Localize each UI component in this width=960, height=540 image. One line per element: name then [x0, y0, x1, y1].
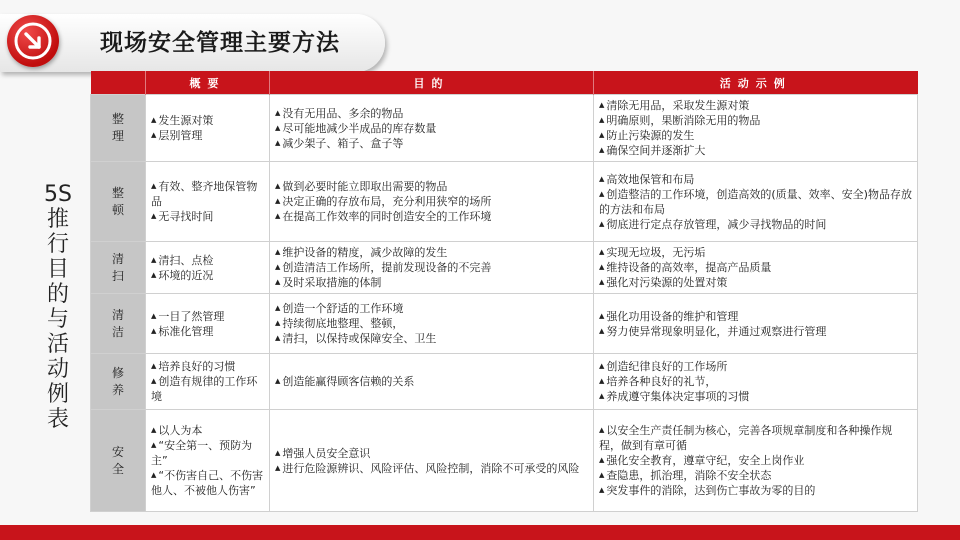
bullet-triangle-icon: ▲ [599, 219, 605, 228]
cell-text: 培养良好的习惯 [158, 360, 236, 373]
column-header-examples: 活动示例 [594, 71, 918, 95]
cell-line [151, 423, 264, 438]
cell-line [275, 446, 588, 461]
bullet-triangle-icon: ▲ [275, 197, 281, 205]
cell-line [151, 179, 264, 209]
category-char: 洁 [111, 324, 124, 339]
summary-cell [146, 294, 270, 354]
cell-text: 以人为本 [158, 424, 203, 437]
cell-text: 创造一个舒适的工作环境 [282, 302, 404, 315]
bullet-triangle-icon: ▲ [151, 441, 157, 449]
row-category-label [91, 242, 146, 294]
bullet-triangle-icon: ▲ [599, 131, 605, 139]
cell-line [275, 106, 588, 121]
examples-cell [594, 95, 918, 162]
row-category-label [91, 95, 146, 162]
cell-text: 彻底进行定点存放管理，减少寻找物品的时间 [606, 217, 827, 231]
cell-text: “安全第一、预防为主” [151, 439, 253, 467]
table-row [91, 95, 918, 162]
cell-text: 创造整洁的工作环境，创造高效的(质量、效率、安全)物品存放的方法和布局 [599, 187, 912, 216]
cell-line [275, 260, 588, 275]
bullet-triangle-icon: ▲ [599, 456, 605, 464]
cell-line [599, 217, 912, 232]
cell-text: 没有无用品、多余的物品 [282, 106, 404, 120]
side-label-char: 行 [46, 232, 69, 257]
cell-text: 创造纪律良好的工作场所 [606, 360, 728, 373]
cell-line [599, 453, 912, 468]
table-body [91, 95, 918, 512]
page-title: 现场安全管理主要方法 [100, 30, 340, 56]
category-char: 修 [111, 365, 124, 380]
bullet-triangle-icon: ▲ [275, 319, 281, 327]
cell-line [599, 483, 912, 498]
cell-line [599, 359, 912, 374]
table-row [91, 162, 918, 242]
side-label-char: 推 [46, 207, 69, 232]
column-header-summary: 概要 [146, 71, 270, 95]
table-row [91, 410, 918, 512]
cell-text: 尽可能地减少半成品的库存数量 [282, 121, 437, 135]
bullet-triangle-icon: ▲ [599, 101, 605, 109]
cell-text: 持续彻底地整理、整顿， [282, 317, 404, 330]
summary-cell [146, 95, 270, 162]
bullet-triangle-icon: ▲ [275, 108, 281, 117]
examples-cell [594, 162, 918, 242]
bullet-triangle-icon: ▲ [151, 426, 157, 434]
bullet-triangle-icon: ▲ [275, 182, 281, 190]
bullet-triangle-icon: ▲ [151, 131, 157, 139]
bullet-triangle-icon: ▲ [275, 263, 281, 271]
cell-line [599, 275, 912, 290]
cell-line [151, 128, 264, 143]
cell-line [151, 468, 264, 498]
cell-line [599, 260, 912, 275]
bullet-triangle-icon: ▲ [275, 463, 281, 472]
bullet-triangle-icon: ▲ [275, 304, 281, 312]
cell-line [151, 374, 264, 404]
bullet-triangle-icon: ▲ [275, 123, 281, 132]
purpose-cell [270, 95, 594, 162]
category-char: 清 [111, 307, 124, 322]
cell-line [275, 316, 588, 331]
cell-line [151, 268, 264, 283]
bullet-triangle-icon: ▲ [599, 377, 605, 385]
cell-line [151, 438, 264, 468]
bullet-triangle-icon: ▲ [599, 248, 605, 256]
side-label-char: 与 [46, 307, 69, 332]
cell-text: 发生源对策 [158, 114, 214, 127]
bullet-triangle-icon: ▲ [599, 189, 605, 198]
cell-line [599, 98, 912, 113]
row-category-label [91, 410, 146, 512]
cell-text: 标准化管理 [158, 324, 214, 338]
cell-text: 努力使异常现象明显化，并通过观察进行管理 [606, 324, 827, 338]
cell-text: 无寻找时间 [158, 210, 214, 223]
cell-line [275, 209, 588, 224]
category-char: 顿 [111, 202, 124, 217]
bullet-triangle-icon: ▲ [275, 248, 281, 256]
cell-text: 强化安全教育，遵章守纪，安全上岗作业 [606, 454, 805, 467]
cell-line [275, 121, 588, 136]
side-label [43, 182, 73, 432]
bullet-triangle-icon: ▲ [151, 212, 157, 220]
bullet-triangle-icon: ▲ [599, 174, 605, 183]
bullet-triangle-icon: ▲ [599, 362, 605, 370]
side-label-char: 目 [46, 257, 69, 282]
cell-line [599, 245, 912, 260]
bullet-triangle-icon: ▲ [599, 426, 605, 434]
bullet-triangle-icon: ▲ [599, 471, 605, 479]
cell-text: 确保空间并逐渐扩大 [606, 144, 706, 157]
cell-text: 养成遵守集体决定事项的习惯 [606, 390, 750, 403]
5s-table [90, 71, 918, 512]
cell-line [151, 253, 264, 268]
cell-text: 减少架子、箱子、盒子等 [282, 136, 404, 150]
cell-line [275, 179, 588, 194]
summary-cell [146, 242, 270, 294]
bullet-triangle-icon: ▲ [599, 116, 605, 124]
bullet-triangle-icon: ▲ [599, 263, 605, 271]
category-char: 清 [111, 251, 124, 266]
bullet-triangle-icon: ▲ [599, 311, 605, 320]
bullet-triangle-icon: ▲ [599, 326, 605, 335]
bullet-triangle-icon: ▲ [275, 377, 281, 385]
cell-text: 维护设备的精度，减少故障的发生 [282, 246, 448, 259]
side-label-char: 5S [44, 182, 72, 207]
examples-cell [594, 294, 918, 354]
cell-text: 维持设备的高效率，提高产品质量 [606, 261, 772, 274]
category-char: 理 [111, 129, 124, 143]
side-label-char: 动 [46, 357, 69, 382]
cell-line [599, 309, 912, 324]
side-label-char: 的 [46, 282, 69, 307]
cell-line [275, 301, 588, 316]
category-char: 全 [111, 461, 124, 476]
examples-cell [594, 242, 918, 294]
cell-line [599, 389, 912, 404]
cell-text: 环境的近况 [158, 268, 214, 282]
bullet-triangle-icon: ▲ [599, 146, 605, 154]
cell-line [151, 324, 264, 339]
bullet-triangle-icon: ▲ [275, 212, 281, 220]
cell-line [151, 209, 264, 224]
cell-text: 实现无垃圾，无污垢 [606, 246, 706, 259]
table-header-row [91, 71, 918, 95]
bullet-triangle-icon: ▲ [151, 270, 157, 279]
cell-line [599, 143, 912, 158]
side-label-char: 例 [46, 382, 69, 407]
table-row [91, 242, 918, 294]
cell-line [275, 374, 588, 389]
bullet-triangle-icon: ▲ [151, 326, 157, 335]
cell-line [599, 113, 912, 128]
category-char: 安 [111, 444, 124, 459]
category-char: 扫 [111, 268, 124, 283]
cell-text: 培养各种良好的礼节， [606, 375, 717, 388]
row-category-label [91, 162, 146, 242]
logo-badge [7, 15, 59, 67]
cell-text: 增强人员安全意识 [282, 446, 371, 460]
cell-line [599, 128, 912, 143]
table-row [91, 294, 918, 354]
table-row [91, 354, 918, 410]
cell-line [275, 331, 588, 346]
cell-line [275, 194, 588, 209]
cell-line [599, 423, 912, 453]
side-label-char: 活 [46, 332, 69, 357]
category-char: 整 [111, 112, 124, 126]
purpose-cell [270, 162, 594, 242]
bullet-triangle-icon: ▲ [599, 278, 605, 286]
cell-text: 做到必要时能立即取出需要的物品 [282, 180, 448, 193]
bullet-triangle-icon: ▲ [151, 255, 157, 264]
cell-line [151, 113, 264, 128]
bullet-triangle-icon: ▲ [275, 278, 281, 286]
bullet-triangle-icon: ▲ [275, 334, 281, 342]
cell-text: 清扫，以保持或保障安全、卫生 [282, 332, 437, 345]
bullet-triangle-icon: ▲ [599, 392, 605, 400]
cell-text: 创造能赢得顾客信赖的关系 [282, 375, 415, 388]
bullet-triangle-icon: ▲ [275, 138, 281, 147]
cell-text: “不伤害自己、不伤害他人、不被他人伤害” [151, 469, 264, 497]
cell-text: 层别管理 [158, 129, 203, 142]
bottom-accent-bar [0, 525, 960, 540]
cell-text: 查隐患，抓治理，消除不安全状态 [606, 469, 772, 482]
category-char: 整 [111, 185, 124, 200]
summary-cell [146, 354, 270, 410]
cell-text: 进行危险源辨识、风险评估、风险控制，消除不可承受的风险 [282, 461, 580, 475]
cell-line [599, 187, 912, 217]
cell-text: 创造清洁工作场所，提前发现设备的不完善 [282, 261, 492, 274]
cell-text: 一目了然管理 [158, 309, 225, 323]
row-category-label [91, 354, 146, 410]
bullet-triangle-icon: ▲ [151, 362, 157, 370]
cell-line [275, 275, 588, 290]
summary-cell [146, 410, 270, 512]
cell-line [599, 374, 912, 389]
cell-text: 强化功用设备的维护和管理 [606, 309, 739, 323]
cell-line [275, 461, 588, 476]
cell-text: 明确原则，果断消除无用的物品 [606, 114, 761, 127]
purpose-cell [270, 294, 594, 354]
cell-text: 以安全生产责任制为核心，完善各项规章制度和各种操作规程，做到有章可循 [599, 424, 893, 452]
cell-line [151, 309, 264, 324]
side-label-char: 表 [46, 407, 69, 432]
cell-line [275, 245, 588, 260]
cell-line [599, 468, 912, 483]
summary-cell [146, 162, 270, 242]
purpose-cell [270, 410, 594, 512]
cell-text: 在提高工作效率的同时创造安全的工作环境 [282, 210, 492, 223]
cell-line [599, 172, 912, 187]
cell-text: 防止污染源的发生 [606, 129, 695, 142]
bullet-triangle-icon: ▲ [151, 116, 157, 124]
cell-line [275, 136, 588, 151]
arrow-down-right-icon [7, 15, 59, 67]
cell-line [151, 359, 264, 374]
cell-text: 决定正确的存放布局，充分利用狭窄的场所 [282, 195, 492, 208]
cell-text: 高效地保管和布局 [606, 172, 695, 186]
cell-line [599, 324, 912, 339]
purpose-cell [270, 242, 594, 294]
bullet-triangle-icon: ▲ [599, 486, 605, 494]
cell-text: 清扫、点检 [158, 253, 214, 267]
cell-text: 有效、整齐地保管物品 [151, 180, 258, 208]
row-category-label [91, 294, 146, 354]
cell-text: 突发事件的消除，达到伤亡事故为零的目的 [606, 484, 816, 497]
examples-cell [594, 354, 918, 410]
category-char: 养 [111, 382, 124, 397]
examples-cell [594, 410, 918, 512]
cell-text: 创造有规律的工作环境 [151, 375, 258, 403]
cell-text: 强化对污染源的处置对策 [606, 276, 728, 289]
bullet-triangle-icon: ▲ [151, 471, 157, 479]
header-spacer [91, 71, 146, 95]
bullet-triangle-icon: ▲ [151, 182, 157, 190]
bullet-triangle-icon: ▲ [151, 311, 157, 320]
cell-text: 清除无用品，采取发生源对策 [606, 99, 750, 112]
purpose-cell [270, 354, 594, 410]
cell-text: 及时采取措施的体制 [282, 276, 382, 289]
bullet-triangle-icon: ▲ [275, 448, 281, 457]
bullet-triangle-icon: ▲ [151, 377, 157, 385]
column-header-purpose: 目的 [270, 71, 594, 95]
